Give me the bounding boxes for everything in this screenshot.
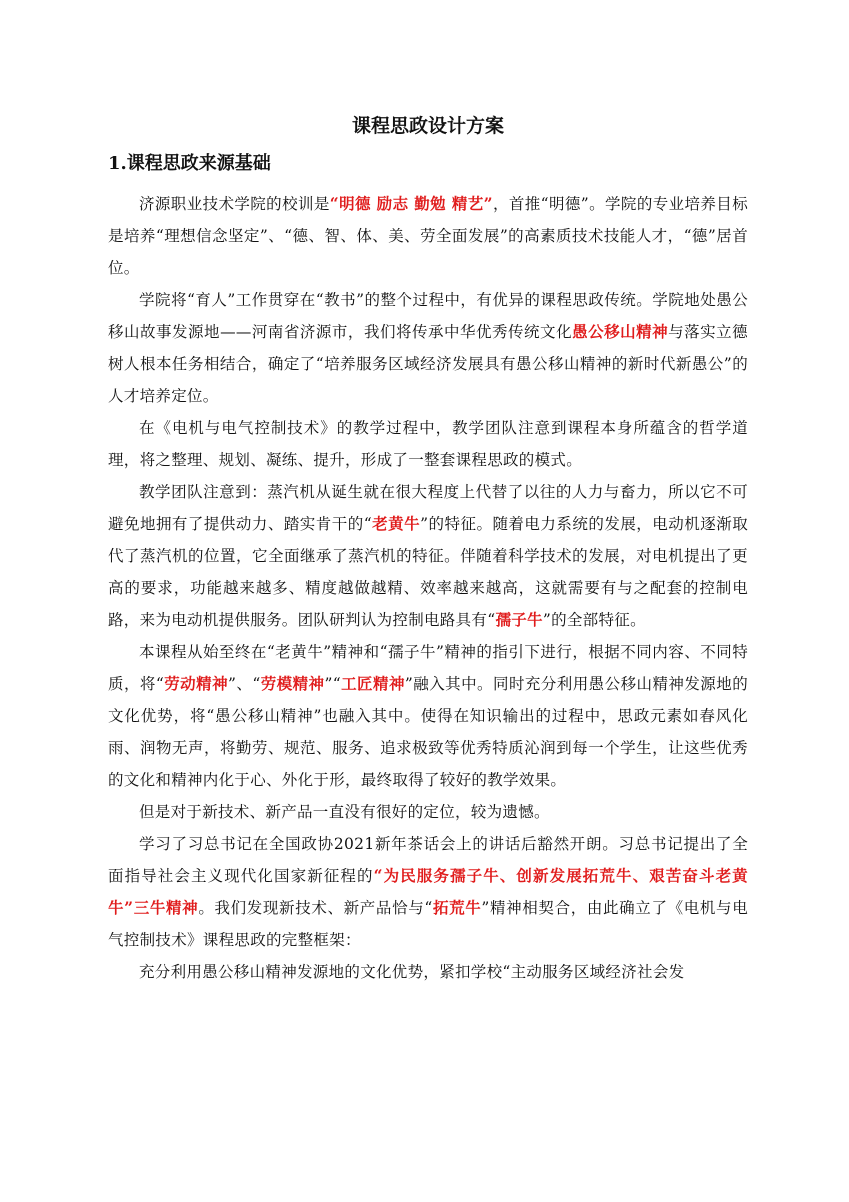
paragraph-text: ”的全部特征。 bbox=[542, 611, 646, 629]
highlighted-text: “为民服务孺子牛、创新发展拓荒牛、艰苦奋斗老黄牛”三牛精神 bbox=[108, 866, 748, 917]
highlighted-text: 劳动精神 bbox=[164, 674, 229, 693]
paragraph-text: 在《电机与电气控制技术》的教学过程中，教学团队注意到课程本身所蕴含的哲学道理，将之整理、规划、凝练、提升，形成了一整套课程思政的模式。 bbox=[108, 419, 748, 469]
page-title: 课程思政设计方案 bbox=[351, 115, 504, 137]
paragraph-text: ”、“ bbox=[228, 675, 261, 693]
body-paragraph bbox=[108, 636, 748, 796]
highlighted-text: 老黄牛 bbox=[371, 514, 421, 533]
paragraph-text: 与落实立德树人根本任务相结合，确定了“培养服务区域经济发展具有愚公移山精神的新时代新愚公”的人才培养定位。 bbox=[108, 323, 748, 405]
highlighted-text: 劳模精神 bbox=[260, 674, 325, 693]
body-paragraph bbox=[108, 188, 748, 284]
paragraph-text: 学习了习总书记在全国政协2021新年茶话会上的讲话后豁然开朗。习总书记提出了全面指导社会主义现代化国家新征程的 bbox=[108, 835, 748, 885]
document-content bbox=[108, 112, 748, 988]
paragraph-text: 教学团队注意到：蒸汽机从诞生就在很大程度上代替了以往的人力与畜力，所以它不可避免地拥有了提供动力、踏实肯干的“ bbox=[108, 483, 748, 533]
paragraph-list bbox=[108, 188, 748, 988]
paragraph-text: ”融入其中。同时充分利用愚公移山精神发源地的文化优势，将“愚公移山精神”也融入其中。使得在知识输出的过程中，思政元素如春风化雨、润物无声，将勤劳、规范、服务、追求极致等优秀特质沁润到每一个学生，让这些优秀的文化和精神内化于心、外化于形，最终取得了较好的教学效果。 bbox=[108, 675, 749, 789]
paragraph-text: 本课程从始至终在“老黄牛”精神和“孺子牛”精神的指引下进行，根据不同内容、不同特质，将“ bbox=[108, 643, 748, 693]
highlighted-text: 拓荒牛 bbox=[432, 898, 482, 917]
paragraph-text: ”的特征。随着电力系统的发展，电动机逐渐取代了蒸汽机的位置，它全面继承了蒸汽机的特征。伴随着科学技术的发展，对电机提出了更高的要求，功能越来越多、精度越做越精、效率越来越高，这就需要有与之配套的控制电路，来为电动机提供服务。团队研判认为控制电路具有“ bbox=[108, 515, 748, 629]
paragraph-text: ”精神相契合，由此确立了《电机与电气控制技术》课程思政的完整框架： bbox=[108, 899, 748, 949]
section-heading: 1.课程思政来源基础 bbox=[108, 153, 271, 174]
highlighted-text: 愚公移山精神 bbox=[572, 322, 669, 341]
paragraph-text: ，首推“明德”。学院的专业培养目标是培养“理想信念坚定”、“德、智、体、美、劳全面发展”的高素质技术技能人才，“德”居首位。 bbox=[108, 195, 749, 277]
body-paragraph bbox=[108, 956, 748, 988]
paragraph-text: 。我们发现新技术、新产品恰与“ bbox=[198, 899, 433, 917]
body-paragraph bbox=[108, 412, 748, 476]
body-paragraph bbox=[108, 284, 748, 412]
paragraph-text: ”“ bbox=[324, 675, 341, 693]
highlighted-text: “明德 励志 勤勉 精艺” bbox=[329, 194, 493, 213]
body-paragraph bbox=[108, 828, 748, 956]
paragraph-text: 学院将“育人”工作贯穿在“教书”的整个过程中，有优异的课程思政传统。学院地处愚公移山故事发源地——河南省济源市，我们将传承中华优秀传统文化 bbox=[108, 291, 748, 341]
body-paragraph bbox=[108, 476, 748, 636]
paragraph-text: 但是对于新技术、新产品一直没有很好的定位，较为遗憾。 bbox=[139, 803, 550, 821]
body-paragraph bbox=[108, 796, 748, 828]
highlighted-text: 工匠精神 bbox=[340, 674, 405, 693]
highlighted-text: 孺子牛 bbox=[495, 610, 543, 629]
paragraph-text: 济源职业技术学院的校训是 bbox=[139, 195, 330, 213]
paragraph-text: 充分利用愚公移山精神发源地的文化优势，紧扣学校“主动服务区域经济社会发 bbox=[139, 963, 685, 981]
